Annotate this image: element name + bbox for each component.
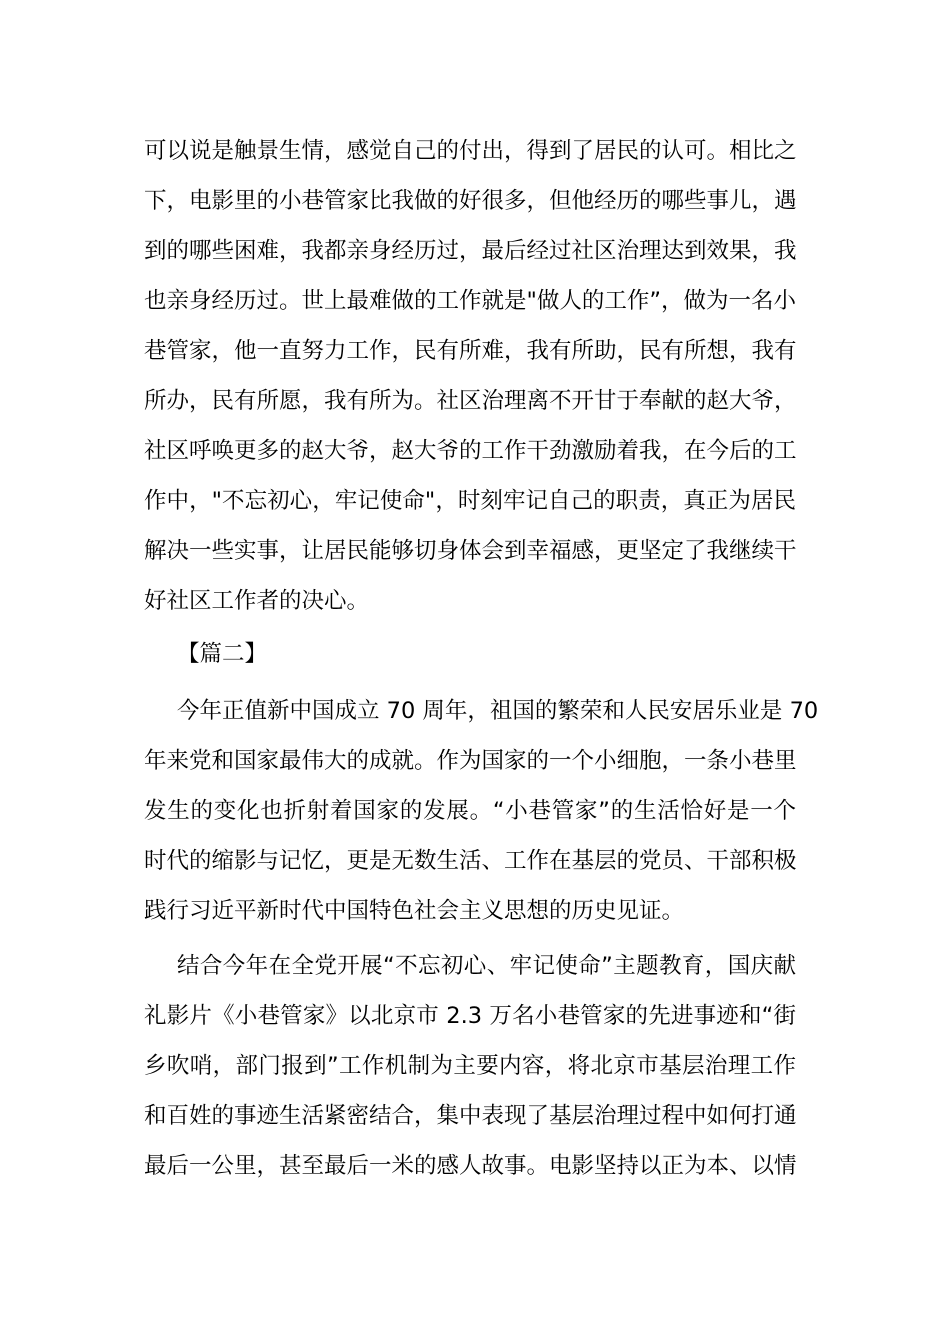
section-heading: 【篇二】 xyxy=(177,641,268,667)
paragraph-1-line-6: 所办，民有所愿，我有所为。社区治理离不开甘于奉献的赵大爷， xyxy=(144,388,797,414)
paragraph-1-line-2: 下，电影里的小巷管家比我做的好很多，但他经历的哪些事儿，遇 xyxy=(144,188,797,214)
paragraph-2-line-2: 年来党和国家最伟大的成就。作为国家的一个小细胞，一条小巷里 xyxy=(144,748,797,774)
paragraph-3-line-2: 礼影片《小巷管家》以北京市 2.3 万名小巷管家的先进事迹和“街 xyxy=(144,1003,796,1029)
paragraph-3-line-1: 结合今年在全党开展“不忘初心、牢记使命”主题教育，国庆献 xyxy=(177,953,796,979)
paragraph-1-line-3: 到的哪些困难，我都亲身经历过，最后经过社区治理达到效果，我 xyxy=(144,238,797,264)
paragraph-1-line-1: 可以说是触景生情，感觉自己的付出，得到了居民的认可。相比之 xyxy=(144,138,797,164)
paragraph-2-line-4: 时代的缩影与记忆，更是无数生活、工作在基层的党员、干部积极 xyxy=(144,848,797,874)
paragraph-3-line-4: 和百姓的事迹生活紧密结合，集中表现了基层治理过程中如何打通 xyxy=(144,1103,797,1129)
paragraph-1-line-10: 好社区工作者的决心。 xyxy=(144,588,370,614)
paragraph-2-line-1: 今年正值新中国成立 70 周年，祖国的繁荣和人民安居乐业是 70 xyxy=(177,698,819,724)
paragraph-3-line-3: 乡吹哨，部门报到”工作机制为主要内容，将北京市基层治理工作 xyxy=(144,1053,796,1079)
paragraph-1-line-4: 也亲身经历过。世上最难做的工作就是"做人的工作”，做为一名小 xyxy=(144,288,797,314)
paragraph-1-line-9: 解决一些实事，让居民能够切身体会到幸福感，更坚定了我继续干 xyxy=(144,538,797,564)
paragraph-2-line-5: 践行习近平新时代中国特色社会主义思想的历史见证。 xyxy=(144,898,685,924)
paragraph-3-line-5: 最后一公里，甚至最后一米的感人故事。电影坚持以正为本、以情 xyxy=(144,1153,797,1179)
paragraph-1-line-7: 社区呼唤更多的赵大爷，赵大爷的工作干劲激励着我，在今后的工 xyxy=(144,438,797,464)
paragraph-1-line-5: 巷管家，他一直努力工作，民有所难，我有所助，民有所想，我有 xyxy=(144,338,797,364)
paragraph-2-line-3: 发生的变化也折射着国家的发展。“小巷管家”的生活恰好是一个 xyxy=(144,798,796,824)
paragraph-1-line-8: 作中，"不忘初心，牢记使命"，时刻牢记自己的职责，真正为居民 xyxy=(144,488,796,514)
